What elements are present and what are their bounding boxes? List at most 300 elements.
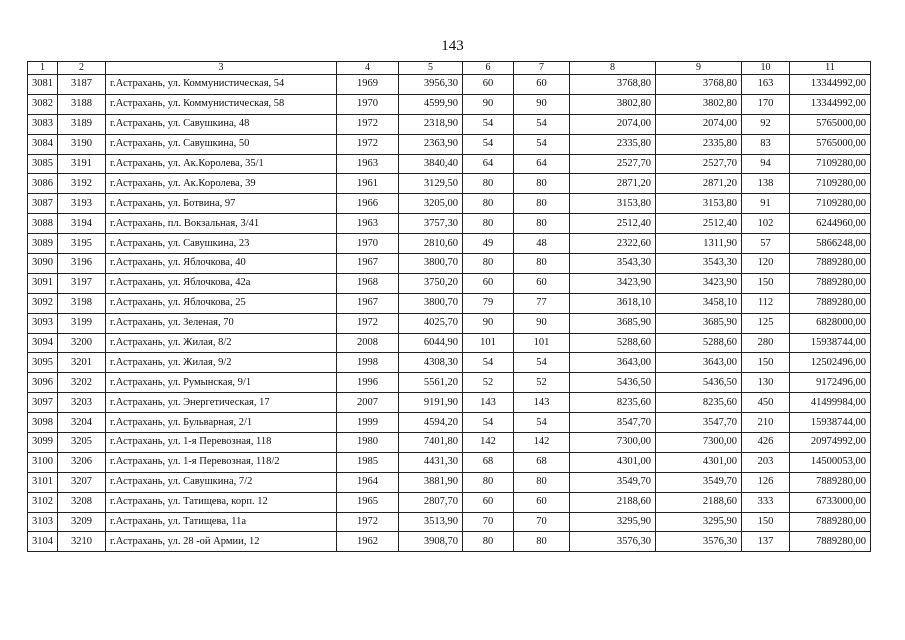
table-cell: 1969 (337, 75, 399, 95)
table-cell: 60 (514, 273, 570, 293)
table-cell: 5436,50 (656, 373, 742, 393)
table-cell: г.Астрахань, ул. Ботвина, 97 (106, 194, 337, 214)
table-cell: 1972 (337, 512, 399, 532)
table-cell: 80 (514, 174, 570, 194)
table-cell: 2512,40 (656, 214, 742, 234)
table-cell: г.Астрахань, ул. Савушкина, 7/2 (106, 472, 337, 492)
table-cell: 8235,60 (570, 393, 656, 413)
table-cell: 150 (742, 512, 790, 532)
table-cell: 2188,60 (570, 492, 656, 512)
table-cell: 68 (463, 452, 514, 472)
table-cell: 210 (742, 413, 790, 433)
table-row (28, 333, 871, 353)
table-cell: 3423,90 (656, 273, 742, 293)
table-cell: г.Астрахань, ул. 28 -ой Армии, 12 (106, 532, 337, 552)
table-cell: 7889280,00 (790, 293, 871, 313)
table-cell: 48 (514, 234, 570, 254)
table-cell: 3090 (28, 254, 58, 274)
table-row (28, 94, 871, 114)
table-cell: 1967 (337, 293, 399, 313)
table-cell: 3153,80 (656, 194, 742, 214)
table-cell: 3800,70 (399, 293, 463, 313)
table-cell: 60 (463, 75, 514, 95)
table-cell: 52 (514, 373, 570, 393)
table-cell: 3083 (28, 114, 58, 134)
table-cell: 1311,90 (656, 234, 742, 254)
table-cell: 1980 (337, 433, 399, 453)
table-cell: 54 (463, 413, 514, 433)
table-row (28, 273, 871, 293)
table-header (28, 62, 871, 75)
table-cell: 1972 (337, 313, 399, 333)
table-cell: 1963 (337, 214, 399, 234)
table-cell: 7109280,00 (790, 154, 871, 174)
table-cell: 15938744,00 (790, 333, 871, 353)
table-cell: 77 (514, 293, 570, 313)
table-cell: 3192 (58, 174, 106, 194)
table-cell: 3757,30 (399, 214, 463, 234)
table-cell: г.Астрахань, ул. 1-я Перевозная, 118/2 (106, 452, 337, 472)
table-cell: 54 (514, 114, 570, 134)
table-cell: 3204 (58, 413, 106, 433)
table-row (28, 254, 871, 274)
table-cell: 3209 (58, 512, 106, 532)
table-cell: 64 (514, 154, 570, 174)
table-cell: 3200 (58, 333, 106, 353)
table-cell: 14500053,00 (790, 452, 871, 472)
table-cell: 3750,20 (399, 273, 463, 293)
table-cell: 3956,30 (399, 75, 463, 95)
table-cell: 3458,10 (656, 293, 742, 313)
table-cell: 4599,90 (399, 94, 463, 114)
table-cell: 3100 (28, 452, 58, 472)
table-row (28, 472, 871, 492)
table-cell: 6828000,00 (790, 313, 871, 333)
table-cell: 3091 (28, 273, 58, 293)
table-cell: 3195 (58, 234, 106, 254)
table-row (28, 413, 871, 433)
table-cell: 5561,20 (399, 373, 463, 393)
table-cell: 54 (514, 413, 570, 433)
table-cell: 3189 (58, 114, 106, 134)
table-cell: 2074,00 (570, 114, 656, 134)
table-cell: 138 (742, 174, 790, 194)
table-cell: 1968 (337, 273, 399, 293)
table-cell: 54 (514, 134, 570, 154)
table-cell: 3208 (58, 492, 106, 512)
table-cell: 54 (463, 134, 514, 154)
table-cell: 3085 (28, 154, 58, 174)
table-cell: г.Астрахань, ул. Савушкина, 48 (106, 114, 337, 134)
table-cell: 4301,00 (570, 452, 656, 472)
table-cell: 3800,70 (399, 254, 463, 274)
table-cell: 3084 (28, 134, 58, 154)
table-cell: 3513,90 (399, 512, 463, 532)
table-cell: 3802,80 (656, 94, 742, 114)
table-cell: 9191,90 (399, 393, 463, 413)
table-cell: г.Астрахань, ул. Коммунистическая, 54 (106, 75, 337, 95)
table-row (28, 114, 871, 134)
table-cell: 130 (742, 373, 790, 393)
table-cell: г.Астрахань, ул. Коммунистическая, 58 (106, 94, 337, 114)
table-cell: 3576,30 (570, 532, 656, 552)
table-cell: 3205,00 (399, 194, 463, 214)
table-cell: 57 (742, 234, 790, 254)
table-cell: 3097 (28, 393, 58, 413)
table-cell: 1963 (337, 154, 399, 174)
table-cell: 80 (514, 532, 570, 552)
table-cell: 5866248,00 (790, 234, 871, 254)
table-cell: 3643,00 (656, 353, 742, 373)
table-cell: 3207 (58, 472, 106, 492)
table-cell: 3129,50 (399, 174, 463, 194)
table-cell: 3103 (28, 512, 58, 532)
column-header: 2 (58, 62, 106, 75)
table-cell: 3210 (58, 532, 106, 552)
table-cell: 90 (514, 94, 570, 114)
table-cell: 6244960,00 (790, 214, 871, 234)
table-cell: 80 (463, 194, 514, 214)
table-cell: 1996 (337, 373, 399, 393)
table-cell: 1962 (337, 532, 399, 552)
table-cell: 3153,80 (570, 194, 656, 214)
table-cell: 3094 (28, 333, 58, 353)
table-cell: 7300,00 (570, 433, 656, 453)
table-cell: 12502496,00 (790, 353, 871, 373)
table-cell: г.Астрахань, ул. Яблочкова, 25 (106, 293, 337, 313)
table-cell: 1961 (337, 174, 399, 194)
header-row (28, 62, 871, 75)
table-cell: 137 (742, 532, 790, 552)
table-row (28, 512, 871, 532)
table-cell: 3549,70 (656, 472, 742, 492)
table-cell: 3206 (58, 452, 106, 472)
table-cell: 1999 (337, 413, 399, 433)
table-cell: 3191 (58, 154, 106, 174)
table-cell: г.Астрахань, ул. Зеленая, 70 (106, 313, 337, 333)
table-cell: 2335,80 (570, 134, 656, 154)
table-cell: 3082 (28, 94, 58, 114)
table-cell: 2335,80 (656, 134, 742, 154)
table-cell: 49 (463, 234, 514, 254)
table-cell: 3547,70 (570, 413, 656, 433)
table-cell: г.Астрахань, ул. Румынская, 9/1 (106, 373, 337, 393)
table-cell: 3196 (58, 254, 106, 274)
table-cell: 333 (742, 492, 790, 512)
table-cell: 2318,90 (399, 114, 463, 134)
table-row (28, 313, 871, 333)
table-cell: 3685,90 (656, 313, 742, 333)
table-row (28, 154, 871, 174)
table-cell: 9172496,00 (790, 373, 871, 393)
table-cell: 79 (463, 293, 514, 313)
table-cell: г.Астрахань, ул. Яблочкова, 40 (106, 254, 337, 274)
column-header: 8 (570, 62, 656, 75)
table-row (28, 353, 871, 373)
table-cell: 7300,00 (656, 433, 742, 453)
table-cell: 2871,20 (656, 174, 742, 194)
table-cell: 142 (463, 433, 514, 453)
table-cell: 3188 (58, 94, 106, 114)
table-cell: 1964 (337, 472, 399, 492)
table-cell: 4308,30 (399, 353, 463, 373)
table-cell: 2363,90 (399, 134, 463, 154)
housing-registry-table (27, 61, 871, 552)
table-cell: 426 (742, 433, 790, 453)
table-cell: 1985 (337, 452, 399, 472)
table-cell: 3187 (58, 75, 106, 95)
table-cell: 7889280,00 (790, 512, 871, 532)
table-body (28, 75, 871, 552)
table-row (28, 134, 871, 154)
column-header: 11 (790, 62, 871, 75)
table-cell: 80 (463, 214, 514, 234)
table-cell: 7109280,00 (790, 174, 871, 194)
table-cell: 101 (463, 333, 514, 353)
table-cell: 280 (742, 333, 790, 353)
table-cell: 3101 (28, 472, 58, 492)
table-cell: 7401,80 (399, 433, 463, 453)
table-cell: 3093 (28, 313, 58, 333)
table-cell: г.Астрахань, ул. Энергетическая, 17 (106, 393, 337, 413)
table-row (28, 234, 871, 254)
table-cell: 8235,60 (656, 393, 742, 413)
table-cell: 1965 (337, 492, 399, 512)
table-row (28, 75, 871, 95)
table-cell: г.Астрахань, ул. Татищева, 11а (106, 512, 337, 532)
table-row (28, 194, 871, 214)
table-cell: 3089 (28, 234, 58, 254)
table-cell: 2512,40 (570, 214, 656, 234)
table-cell: 3768,80 (570, 75, 656, 95)
table-cell: 170 (742, 94, 790, 114)
table-cell: 6733000,00 (790, 492, 871, 512)
table-cell: 90 (463, 313, 514, 333)
table-cell: 5765000,00 (790, 114, 871, 134)
table-cell: 3685,90 (570, 313, 656, 333)
table-cell: г.Астрахань, ул. Ак.Королева, 35/1 (106, 154, 337, 174)
table-cell: 2527,70 (570, 154, 656, 174)
table-cell: 3543,30 (570, 254, 656, 274)
table-cell: 92 (742, 114, 790, 134)
table-cell: 3087 (28, 194, 58, 214)
table-cell: 3199 (58, 313, 106, 333)
table-cell: 3193 (58, 194, 106, 214)
table-cell: 3201 (58, 353, 106, 373)
table-cell: 90 (463, 94, 514, 114)
table-cell: 1998 (337, 353, 399, 373)
table-cell: 5765000,00 (790, 134, 871, 154)
table-cell: 1967 (337, 254, 399, 274)
table-row (28, 373, 871, 393)
table-cell: 3295,90 (656, 512, 742, 532)
column-header: 5 (399, 62, 463, 75)
table-cell: 83 (742, 134, 790, 154)
table-cell: 3104 (28, 532, 58, 552)
table-cell: 2527,70 (656, 154, 742, 174)
table-cell: 60 (463, 273, 514, 293)
table-cell: 64 (463, 154, 514, 174)
table-cell: 3081 (28, 75, 58, 95)
table-cell: 80 (463, 254, 514, 274)
table-cell: 112 (742, 293, 790, 313)
table-cell: 20974992,00 (790, 433, 871, 453)
table-cell: 3096 (28, 373, 58, 393)
table-cell: 2074,00 (656, 114, 742, 134)
column-header: 10 (742, 62, 790, 75)
table-cell: г.Астрахань, ул. Жилая, 8/2 (106, 333, 337, 353)
table-cell: 3190 (58, 134, 106, 154)
table-cell: 60 (514, 492, 570, 512)
table-cell: 3086 (28, 174, 58, 194)
table-cell: 5288,60 (656, 333, 742, 353)
table-row (28, 174, 871, 194)
column-header: 4 (337, 62, 399, 75)
table-cell: 90 (514, 313, 570, 333)
table-cell: 3203 (58, 393, 106, 413)
table-row (28, 492, 871, 512)
table-cell: 2871,20 (570, 174, 656, 194)
table-cell: 3102 (28, 492, 58, 512)
page-number: 143 (441, 38, 464, 54)
table-cell: 94 (742, 154, 790, 174)
table-cell: 4594,20 (399, 413, 463, 433)
table-row (28, 452, 871, 472)
table-cell: 1972 (337, 114, 399, 134)
table-cell: 3618,10 (570, 293, 656, 313)
table-cell: 2007 (337, 393, 399, 413)
table-cell: 2810,60 (399, 234, 463, 254)
table-row (28, 532, 871, 552)
table-cell: 3202 (58, 373, 106, 393)
table-cell: 3881,90 (399, 472, 463, 492)
table-cell: 3840,40 (399, 154, 463, 174)
table-cell: г.Астрахань, ул. Яблочкова, 42а (106, 273, 337, 293)
table-row (28, 393, 871, 413)
table-cell: 1970 (337, 94, 399, 114)
table-cell: г.Астрахань, ул. 1-я Перевозная, 118 (106, 433, 337, 453)
table-cell: 5288,60 (570, 333, 656, 353)
column-header: 9 (656, 62, 742, 75)
table-cell: 143 (463, 393, 514, 413)
table-cell: 142 (514, 433, 570, 453)
column-header: 1 (28, 62, 58, 75)
table-cell: 80 (463, 532, 514, 552)
table-cell: 54 (463, 114, 514, 134)
table-cell: 3576,30 (656, 532, 742, 552)
table-cell: г.Астрахань, ул. Бульварная, 2/1 (106, 413, 337, 433)
table-cell: 7889280,00 (790, 472, 871, 492)
table-cell: 203 (742, 452, 790, 472)
table-cell: 68 (514, 452, 570, 472)
table-cell: 7109280,00 (790, 194, 871, 214)
table-cell: 102 (742, 214, 790, 234)
table-cell: 80 (514, 472, 570, 492)
column-header: 3 (106, 62, 337, 75)
table-cell: 15938744,00 (790, 413, 871, 433)
table-cell: 80 (514, 254, 570, 274)
table-cell: 7889280,00 (790, 532, 871, 552)
table-cell: 150 (742, 273, 790, 293)
table-cell: 3205 (58, 433, 106, 453)
table-cell: 3295,90 (570, 512, 656, 532)
table-cell: г.Астрахань, ул. Жилая, 9/2 (106, 353, 337, 373)
table-cell: 13344992,00 (790, 94, 871, 114)
table-cell: 1972 (337, 134, 399, 154)
table-cell: 80 (514, 214, 570, 234)
table-cell: 3088 (28, 214, 58, 234)
table-cell: 3547,70 (656, 413, 742, 433)
table-cell: 3802,80 (570, 94, 656, 114)
table-cell: 126 (742, 472, 790, 492)
table-cell: г.Астрахань, ул. Савушкина, 23 (106, 234, 337, 254)
column-header: 7 (514, 62, 570, 75)
table-cell: 125 (742, 313, 790, 333)
table-cell: 2322,60 (570, 234, 656, 254)
table-cell: 54 (463, 353, 514, 373)
table-row (28, 293, 871, 313)
table-cell: 1970 (337, 234, 399, 254)
table-cell: 3423,90 (570, 273, 656, 293)
table-cell: г.Астрахань, ул. Савушкина, 50 (106, 134, 337, 154)
table-cell: 60 (514, 75, 570, 95)
table-cell: 101 (514, 333, 570, 353)
table-cell: 150 (742, 353, 790, 373)
table-cell: 3194 (58, 214, 106, 234)
table-cell: 143 (514, 393, 570, 413)
table-cell: 3098 (28, 413, 58, 433)
table-cell: 3643,00 (570, 353, 656, 373)
table-cell: 80 (463, 472, 514, 492)
table-cell: 5436,50 (570, 373, 656, 393)
table-cell: 3099 (28, 433, 58, 453)
table-cell: 54 (514, 353, 570, 373)
table-cell: 3197 (58, 273, 106, 293)
column-header: 6 (463, 62, 514, 75)
table-cell: 120 (742, 254, 790, 274)
table-cell: 3549,70 (570, 472, 656, 492)
table-cell: 91 (742, 194, 790, 214)
table-cell: 41499984,00 (790, 393, 871, 413)
table-cell: 3543,30 (656, 254, 742, 274)
table-cell: 80 (463, 174, 514, 194)
table-cell: 6044,90 (399, 333, 463, 353)
table-cell: 4301,00 (656, 452, 742, 472)
table-cell: г.Астрахань, ул. Татищева, корп. 12 (106, 492, 337, 512)
table-cell: 2807,70 (399, 492, 463, 512)
table-cell: 3768,80 (656, 75, 742, 95)
table-cell: г.Астрахань, пл. Вокзальная, 3/41 (106, 214, 337, 234)
table-row (28, 214, 871, 234)
table-cell: 3092 (28, 293, 58, 313)
table-cell: 7889280,00 (790, 254, 871, 274)
table-cell: 70 (463, 512, 514, 532)
table-cell: 4431,30 (399, 452, 463, 472)
table-cell: 4025,70 (399, 313, 463, 333)
table-cell: 3198 (58, 293, 106, 313)
table-cell: 163 (742, 75, 790, 95)
table-cell: 70 (514, 512, 570, 532)
table-cell: 7889280,00 (790, 273, 871, 293)
table-cell: 60 (463, 492, 514, 512)
table-row (28, 433, 871, 453)
table-cell: 3095 (28, 353, 58, 373)
table-cell: 3908,70 (399, 532, 463, 552)
table-cell: 450 (742, 393, 790, 413)
table-cell: 1966 (337, 194, 399, 214)
table-cell: 2008 (337, 333, 399, 353)
table-cell: г.Астрахань, ул. Ак.Королева, 39 (106, 174, 337, 194)
